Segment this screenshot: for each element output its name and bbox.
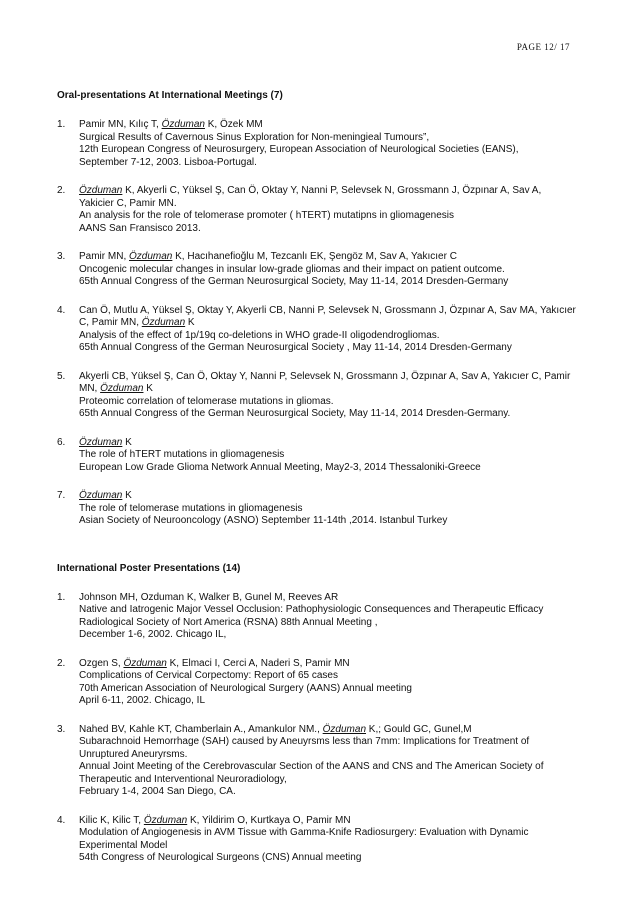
highlighted-author: Özduman	[100, 383, 144, 394]
detail-line: 65th Annual Congress of the German Neurosurgical Society , May 11-14, 2014 Dresden-Germany	[79, 342, 512, 353]
highlighted-author: Özduman	[141, 317, 186, 328]
detail-line: Subarachnoid Hemorrhage (SAH) caused by Aneuyrsms less than 7mm: Implications for Treatment of	[79, 736, 530, 747]
highlighted-author: Özduman	[79, 436, 123, 448]
authors-text: K, Özek MM	[204, 119, 263, 130]
detail-line: 54th Congress of Neurological Surgeons (CNS) Annual meeting	[79, 852, 362, 863]
detail-line: Oncogenic molecular changes in insular low-grade gliomas and their impact on patient outcome.	[79, 263, 505, 275]
authors-text: Pamir MN, Kılıç T,	[79, 119, 162, 130]
list-item	[57, 592, 577, 642]
list-item	[57, 658, 577, 708]
item-number: 1.	[57, 591, 66, 603]
detail-line: An analysis for the role of telomerase promoter ( hTERT) mutatipns in gliomagenesis	[79, 210, 454, 221]
detail-line: AANS San Fransisco 2013.	[79, 222, 201, 234]
list-item	[57, 815, 577, 865]
authors-text: K,; Gould GC, Gunel,M	[366, 723, 472, 735]
authors-text: K, Yildirim O, Kurtkaya O, Pamir MN	[187, 814, 351, 826]
authors-text: K, Elmaci I, Cerci A, Naderi S, Pamir MN	[166, 657, 350, 669]
list-item	[57, 371, 577, 421]
detail-line: 70th American Association of Neurological Surgery (AANS) Annual meeting	[79, 682, 412, 694]
authors-text: Can Ö, Mutlu A, Yüksel Ş, Oktay Y, Akyerli CB, Nanni P, Selevsek N, Grossmann J, Özpınar A, Sav MA, Yakıcıer C, Pamir MN,	[79, 304, 576, 328]
authors-line	[79, 437, 577, 450]
item-number: 2.	[57, 185, 66, 196]
list-item	[57, 251, 577, 289]
highlighted-author: Özduman	[79, 185, 123, 196]
highlighted-author: Özduman	[161, 119, 205, 130]
authors-text: K, Akyerli C, Yüksel Ş, Can Ö, Oktay Y, Nanni P, Selevsek N, Grossmann J, Özpınar A, Sav A, Yakicier C, Pamir MN.	[79, 185, 542, 209]
item-number: 6.	[57, 436, 66, 448]
authors-text: Kilic K, Kilic T,	[79, 814, 144, 826]
authors-text: K	[122, 490, 132, 501]
detail-line: 65th Annual Congress of the German Neurosurgical Society, May 11-14, 2014 Dresden-Germany	[79, 276, 509, 287]
detail-line: Native and Iatrogenic Major Vessel Occlusion: Pathophysiologic Consequences and Therapeutic Efficacy	[79, 604, 544, 615]
authors-line	[79, 490, 577, 503]
authors-text: K	[185, 317, 195, 328]
detail-line: Unruptured Aneuryrsms.	[79, 748, 188, 760]
detail-line: 65th Annual Congress of the German Neurosurgical Society, May 11-14, 2014 Dresden-Germany.	[79, 408, 511, 419]
detail-line: Annual Joint Meeting of the Cerebrovascular Section of the AANS and CNS and The American Society of	[79, 761, 544, 772]
authors-text: Nahed BV, Kahle KT, Chamberlain A., Amankulor NM.,	[79, 723, 323, 735]
detail-line: Proteomic correlation of telomerase mutations in gliomas.	[79, 395, 334, 407]
authors-text: Pamir MN,	[79, 251, 129, 262]
authors-line	[79, 592, 577, 605]
authors-text: Ozgen S,	[79, 657, 124, 669]
item-number: 3.	[57, 723, 66, 735]
highlighted-author: Özduman	[123, 657, 167, 669]
list-item	[57, 490, 577, 528]
detail-line: April 6-11, 2002. Chicago, IL	[79, 695, 206, 706]
detail-line: 12th European Congress of Neurosurgery, European Association of Neurological Societies (EANS),	[79, 144, 519, 155]
detail-line: Therapeutic and Interventional Neuroradiology,	[79, 773, 287, 785]
detail-line: European Low Grade Glioma Network Annual Meeting, May2-3, 2014 Thessaloniki-Greece	[79, 461, 481, 473]
authors-line	[79, 305, 577, 330]
list-item	[57, 305, 577, 355]
presentation-list	[57, 592, 577, 865]
authors-line	[79, 371, 577, 396]
page-number: PAGE 12/ 17	[516, 42, 570, 52]
item-number: 3.	[57, 251, 66, 262]
item-number: 7.	[57, 490, 66, 501]
list-item	[57, 724, 577, 799]
presentation-list	[57, 119, 577, 528]
highlighted-author: Özduman	[322, 723, 367, 735]
highlighted-author: Özduman	[129, 251, 173, 262]
document-body	[57, 89, 577, 881]
detail-line: Analysis of the effect of 1p/19q co-deletions in WHO grade-II oligodendrogliomas.	[79, 329, 440, 341]
detail-line: Surgical Results of Cavernous Sinus Exploration for Non-meningieal Tumours”,	[79, 131, 430, 143]
highlighted-author: Özduman	[79, 490, 123, 501]
detail-line: Radiological Society of Nort America (RSNA) 88th Annual Meeting ,	[79, 616, 378, 628]
list-item	[57, 437, 577, 475]
list-item	[57, 185, 577, 235]
list-item	[57, 119, 577, 169]
item-number: 1.	[57, 119, 66, 130]
authors-line	[79, 119, 577, 132]
detail-line: December 1-6, 2002. Chicago IL,	[79, 629, 227, 640]
item-number: 4.	[57, 304, 66, 316]
detail-line: The role of telomerase mutations in gliomagenesis	[79, 502, 303, 514]
detail-line: September 7-12, 2003. Lisboa-Portugal.	[79, 156, 257, 168]
detail-line: Complications of Cervical Corpectomy: Report of 65 cases	[79, 670, 338, 681]
authors-text: K	[122, 436, 132, 448]
section-title: Oral-presentations At International Meetings (7)	[57, 90, 283, 101]
item-number: 5.	[57, 370, 66, 382]
authors-line	[79, 658, 577, 671]
detail-line: February 1-4, 2004 San Diego, CA.	[79, 786, 236, 797]
authors-text: K	[143, 383, 153, 394]
detail-line: Asian Society of Neurooncology (ASNO) September 11-14th ,2014. Istanbul Turkey	[79, 515, 448, 526]
authors-text: K, Hacıhanefioğlu M, Tezcanlı EK, Şengöz M, Sav A, Yakıcıer C	[172, 251, 457, 262]
authors-text: Johnson MH, Ozduman K, Walker B, Gunel M, Reeves AR	[79, 591, 339, 603]
detail-line: The role of hTERT mutations in gliomagenesis	[79, 449, 285, 460]
authors-line	[79, 815, 577, 828]
detail-line: Modulation of Angiogenesis in AVM Tissue with Gamma-Knife Radiosurgery: Evaluation with Dynamic	[79, 827, 529, 838]
section-title: International Poster Presentations (14)	[57, 562, 241, 574]
item-number: 4.	[57, 814, 66, 826]
authors-line	[79, 251, 577, 264]
item-number: 2.	[57, 657, 66, 669]
authors-line	[79, 185, 577, 210]
highlighted-author: Özduman	[143, 814, 188, 826]
authors-line	[79, 724, 577, 737]
authors-text: Akyerli CB, Yüksel Ş, Can Ö, Oktay Y, Nanni P, Selevsek N, Grossmann J, Özpınar A, Sav A, Yakıcıer C, Pamir MN,	[79, 370, 571, 394]
detail-line: Experimental Model	[79, 839, 168, 851]
